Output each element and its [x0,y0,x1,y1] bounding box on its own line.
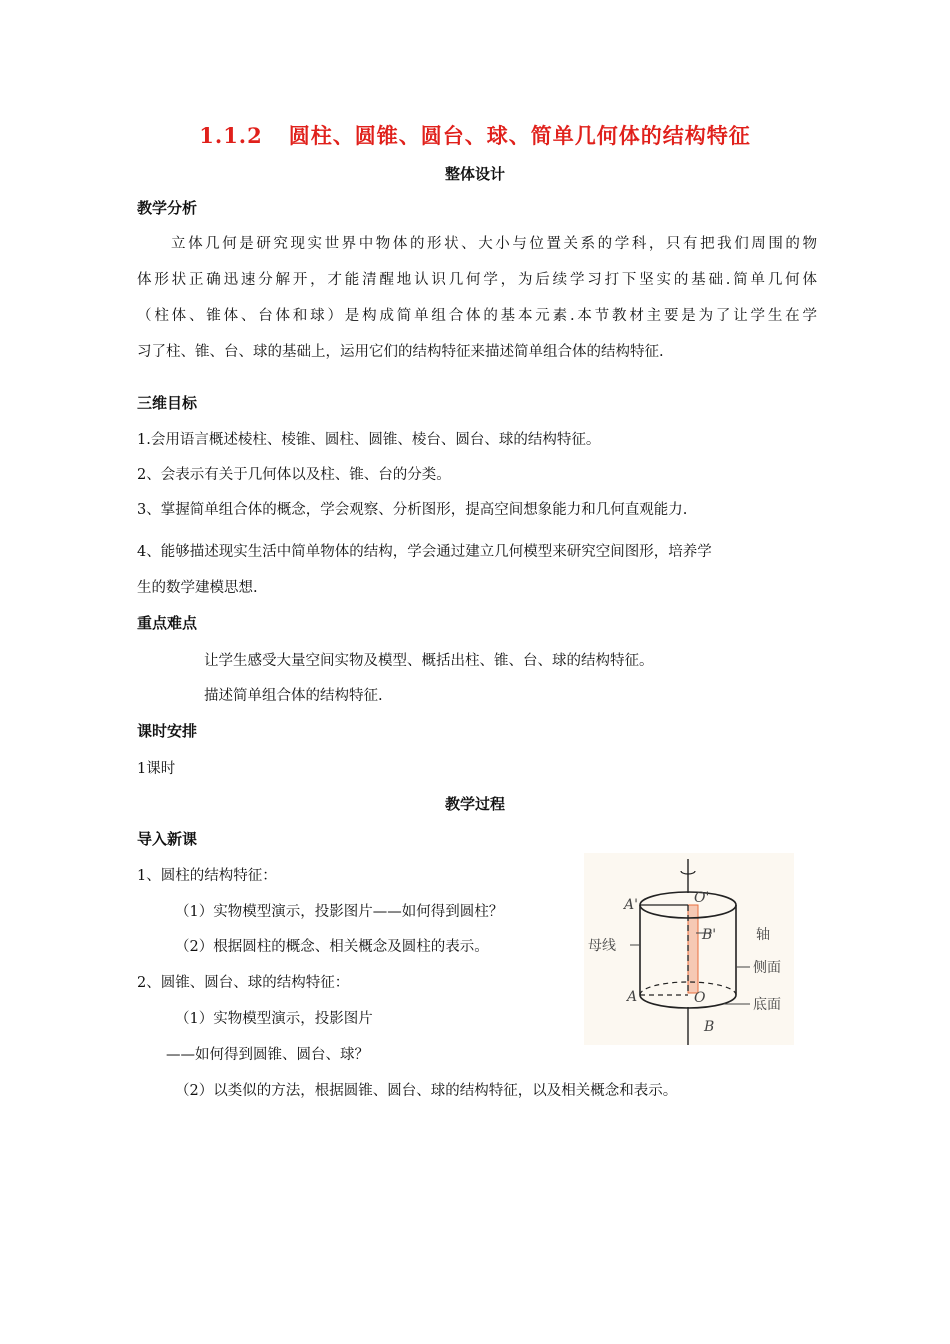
label-a-top: A' [624,897,638,913]
analysis-line: 习了柱、锥、台、球的基础上，运用它们的结构特征来描述简单组合体的结构特征. [137,344,664,360]
analysis-line: 立体几何是研究现实世界中物体的形状、大小与位置关系的学科，只有把我们周围的物 [171,236,817,252]
label-a-bottom: A [627,989,638,1005]
label-b-top: B' [702,927,717,943]
key-point-item: 让学生感受大量空间实物及模型、概括出柱、锥、台、球的结构特征。 [204,653,654,669]
label-lateral: 侧面 [753,960,781,976]
intro-item-1-sub-1: （1）实物模型演示，投影图片——如何得到圆柱？ [175,904,504,920]
bottom-base-front-arc [640,995,736,1008]
goal-item: 1.会用语言概述棱柱、棱锥、圆柱、圆锥、棱台、圆台、球的结构特征。 [137,432,601,448]
goal-item: 生的数学建模思想. [137,580,258,596]
schedule-heading: 课时安排 [137,722,198,740]
label-base: 底面 [753,997,781,1013]
key-point-item: 描述简单组合体的结构特征. [204,688,383,704]
goal-item: 4、能够描述现实生活中简单物体的结构，学会通过建立几何模型来研究空间图形，培养学 [137,544,712,560]
analysis-line: 体形状正确迅速分解开，才能清醒地认识几何学，为后续学习打下坚实的基础.简单几何体 [137,272,817,288]
intro-item-1-sub-2: （2）根据圆柱的概念、相关概念及圆柱的表示。 [175,939,489,955]
intro-item-2-sub-1: （1）实物模型演示，投影图片 [175,1011,373,1027]
page-title [0,120,950,150]
overall-design-heading: 整体设计 [444,165,505,183]
label-o-top: O' [694,890,710,906]
label-generatrix: 母线 [588,938,616,954]
schedule-value: 1课时 [137,761,176,777]
title-text: 圆柱、圆锥、圆台、球、简单几何体的结构特征 [288,123,751,148]
analysis-line: （柱体、锥体、台体和球）是构成简单组合体的基本元素.本节教材主要是为了让学生在学 [137,308,817,324]
intro-item-1: 1、圆柱的结构特征： [137,868,277,884]
teaching-process-heading: 教学过程 [444,795,505,813]
cylinder-figure [584,853,794,1045]
intro-item-2-sub-2: （2）以类似的方法，根据圆锥、圆台、球的结构特征，以及相关概念和表示。 [175,1083,678,1099]
label-axis: 轴 [756,927,770,943]
key-points-heading: 重点难点 [137,614,198,632]
intro-item-2-sub-1-cont: ——如何得到圆锥、圆台、球？ [166,1047,369,1063]
title-number: 1.1.2 [199,123,263,148]
goal-item: 3、掌握简单组合体的概念，学会观察、分析图形，提高空间想象能力和几何直观能力. [137,502,688,518]
goal-item: 2、会表示有关于几何体以及柱、锥、台的分类。 [137,467,451,483]
label-o-bottom: O [694,990,706,1006]
intro-heading: 导入新课 [137,830,198,848]
intro-item-2: 2、圆锥、圆台、球的结构特征： [137,975,350,991]
three-goals-heading: 三维目标 [137,394,198,412]
teaching-analysis-heading: 教学分析 [137,199,198,217]
cylinder-diagram [584,853,794,1045]
label-b-bottom: B [704,1019,715,1035]
teaching-analysis-paragraph [137,226,817,370]
